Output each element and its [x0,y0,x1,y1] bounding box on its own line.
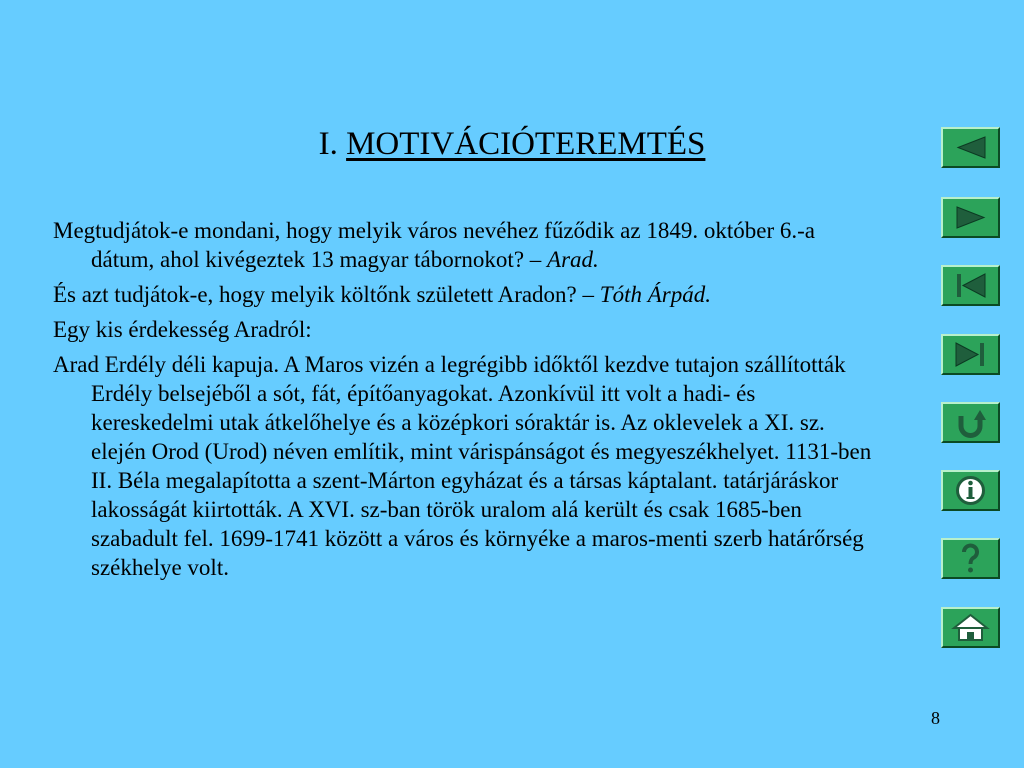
question-mark-icon [943,540,998,577]
slide-title-main: MOTIVÁCIÓTEREMTÉS [346,126,706,162]
house-icon [943,609,998,646]
previous-slide-button[interactable] [941,127,1000,168]
paragraph-intro [53,315,883,344]
paragraph-question-city [53,216,883,274]
home-button[interactable] [941,607,1000,648]
skip-to-start-icon [943,267,998,304]
paragraph-text: És azt tudjátok-e, hogy melyik költőnk született Aradon? – [53,282,600,307]
paragraph-answer: Arad. [547,247,599,272]
paragraph-text: Megtudjátok-e mondani, hogy melyik város nevéhez fűződik az 1849. október 6.-a dátum, ahol kivégeztek 13 magyar tábornokot? – [53,218,815,272]
u-turn-arrow-icon [943,404,998,441]
skip-to-end-icon [943,336,998,373]
paragraph-arad-history [53,350,883,582]
paragraph-text: Arad Erdély déli kapuja. A Maros vizén a legrégibb időktől kezdve tutajon szállították Erdély belsejéből a sót, fát, építőanyagokat. Azonkívül itt volt a hadi- és kereskedelmi utak átkelőhelye és a középkori sóraktár is. Az oklevelek a XI. sz. elején Orod (Urod) néven említik, mint várispánságot és megyeszékhelyet. 1131-ben II. Béla megalapította a szent-Márton egyházat és a társas káptalant. tatárjáráskor lakosságát kiirtották. A XVI. sz-ban török uralom alá került és csak 1685-ben szabadult fel. 1699-1741 között a város és környéke a maros-menti szerb határőrség székhelye volt. [53,352,872,580]
return-button[interactable] [941,402,1000,443]
slide-body [53,216,883,588]
slide-title [0,124,1024,164]
page-number: 8 [931,708,940,728]
info-icon [943,472,998,509]
triangle-right-icon [943,199,998,236]
paragraph-answer: Tóth Árpád. [599,282,711,307]
information-button[interactable] [941,470,1000,511]
paragraph-question-poet [53,280,883,309]
first-slide-button[interactable] [941,265,1000,306]
paragraph-text: Egy kis érdekesség Aradról: [53,317,312,342]
next-slide-button[interactable] [941,197,1000,238]
help-button[interactable] [941,538,1000,579]
triangle-left-icon [943,129,998,166]
slide-title-prefix: I. [318,126,338,162]
last-slide-button[interactable] [941,334,1000,375]
